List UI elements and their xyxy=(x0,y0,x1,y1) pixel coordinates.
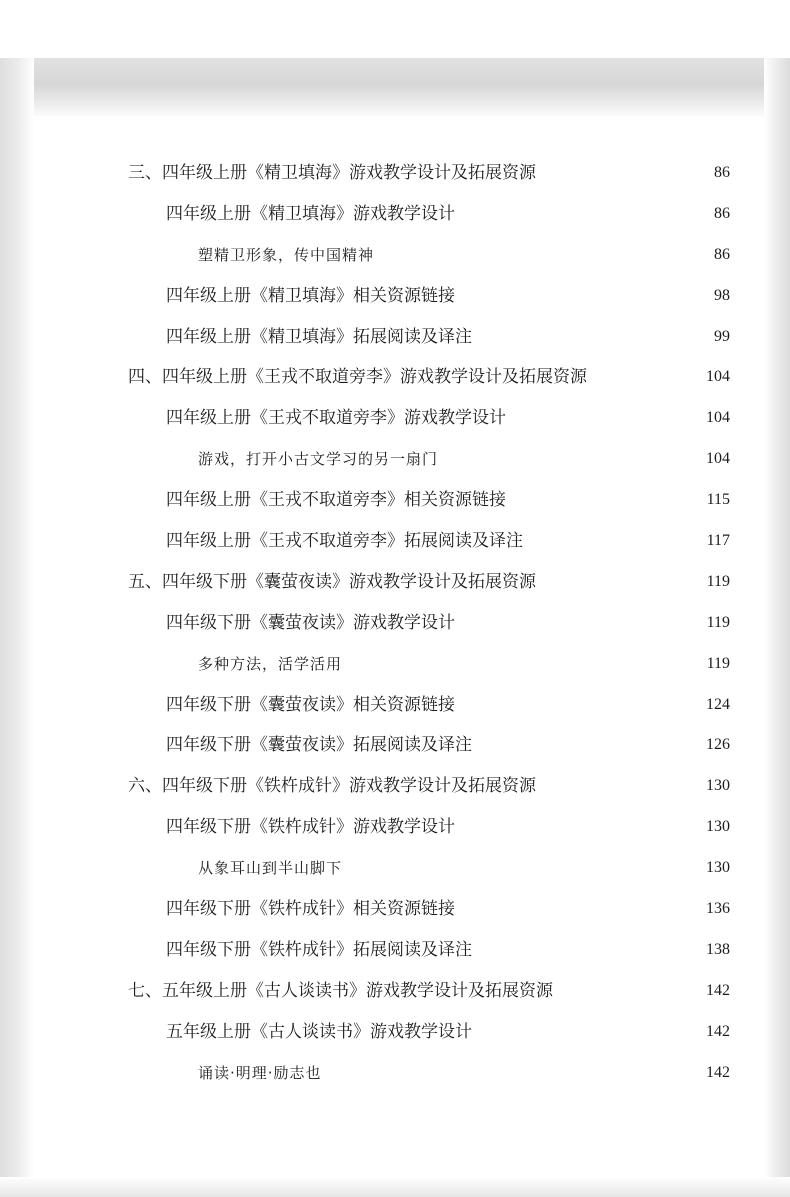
toc-entry[interactable] xyxy=(0,235,790,276)
toc-entry-title: 四年级下册《囊萤夜读》拓展阅读及译注 xyxy=(166,735,472,756)
toc-entry[interactable] xyxy=(0,194,790,235)
toc-entry-page: 115 xyxy=(706,491,730,509)
toc-entry-page: 119 xyxy=(706,613,730,631)
toc-entry-title: 四年级上册《精卫填海》拓展阅读及译注 xyxy=(166,326,472,347)
toc-entry[interactable] xyxy=(0,276,790,317)
toc-entry[interactable] xyxy=(0,1053,790,1094)
toc-entry[interactable] xyxy=(0,766,790,807)
toc-entry-page: 142 xyxy=(706,1022,730,1040)
toc-entry-page: 124 xyxy=(706,695,730,713)
toc-entry-page: 126 xyxy=(706,736,730,754)
toc-entry[interactable] xyxy=(0,317,790,358)
toc-entry-page: 130 xyxy=(706,859,730,877)
toc-entry[interactable] xyxy=(0,439,790,480)
toc-entry[interactable] xyxy=(0,930,790,971)
toc-entry[interactable] xyxy=(0,889,790,930)
toc-entry[interactable] xyxy=(0,521,790,562)
toc-entry-title: 诵读·明理·励志也 xyxy=(198,1063,322,1082)
toc-entry-title: 四年级下册《囊萤夜读》游戏教学设计 xyxy=(166,612,455,633)
toc-entry-title: 从象耳山到半山脚下 xyxy=(198,859,343,878)
toc-entry-title: 多种方法，活学活用 xyxy=(198,654,343,673)
toc-entry-title: 四年级上册《精卫填海》相关资源链接 xyxy=(166,285,455,306)
toc-entry-title: 三、四年级上册《精卫填海》游戏教学设计及拓展资源 xyxy=(128,163,536,183)
toc-entry-page: 119 xyxy=(706,572,730,590)
toc-entry[interactable] xyxy=(0,1012,790,1053)
toc-entry[interactable] xyxy=(0,644,790,685)
toc-entry-title: 五、四年级下册《囊萤夜读》游戏教学设计及拓展资源 xyxy=(128,571,536,592)
toc-entry[interactable] xyxy=(0,603,790,644)
toc-entry[interactable] xyxy=(0,807,790,848)
toc-entry[interactable] xyxy=(0,848,790,889)
toc-entry-title: 四年级下册《铁杵成针》拓展阅读及译注 xyxy=(166,939,472,960)
toc-entry-page: 138 xyxy=(706,940,730,958)
toc-entry-page: 119 xyxy=(706,654,730,672)
toc-entry-page: 130 xyxy=(706,777,730,795)
toc-entry-title: 六、四年级下册《铁杵成针》游戏教学设计及拓展资源 xyxy=(128,776,536,797)
toc-entry-page: 99 xyxy=(714,327,730,345)
toc-entry-page: 142 xyxy=(706,1063,730,1081)
toc-entry-page: 142 xyxy=(706,981,730,999)
toc-entry-page: 130 xyxy=(706,818,730,836)
toc-entry-page: 104 xyxy=(706,409,730,427)
table-of-contents xyxy=(0,153,790,1093)
toc-entry-page: 98 xyxy=(714,286,730,304)
toc-entry-title: 四年级下册《囊萤夜读》相关资源链接 xyxy=(166,694,455,715)
toc-entry-page: 117 xyxy=(706,532,730,550)
toc-entry-title: 四年级上册《王戎不取道旁李》相关资源链接 xyxy=(166,490,506,511)
toc-entry[interactable] xyxy=(0,562,790,603)
toc-entry-title: 四年级上册《王戎不取道旁李》拓展阅读及译注 xyxy=(166,531,523,552)
toc-entry-title: 四年级下册《铁杵成针》游戏教学设计 xyxy=(166,817,455,838)
toc-entry-page: 86 xyxy=(714,204,730,222)
toc-entry[interactable] xyxy=(0,480,790,521)
toc-entry-title: 四、四年级上册《王戎不取道旁李》游戏教学设计及拓展资源 xyxy=(128,367,587,388)
toc-entry-page: 104 xyxy=(706,450,730,468)
toc-entry-page: 136 xyxy=(706,900,730,918)
toc-entry-page: 104 xyxy=(706,368,730,386)
toc-entry[interactable] xyxy=(0,398,790,439)
toc-entry-title: 七、五年级上册《古人谈读书》游戏教学设计及拓展资源 xyxy=(128,980,553,1001)
toc-entry-page: 86 xyxy=(714,164,730,181)
toc-entry-title: 四年级上册《精卫填海》游戏教学设计 xyxy=(166,203,455,224)
toc-entry-title: 五年级上册《古人谈读书》游戏教学设计 xyxy=(166,1021,472,1042)
toc-entry[interactable] xyxy=(0,357,790,398)
toc-entry-title: 四年级下册《铁杵成针》相关资源链接 xyxy=(166,899,455,920)
toc-entry-title: 塑精卫形象，传中国精神 xyxy=(198,245,375,264)
toc-entry-title: 四年级上册《王戎不取道旁李》游戏教学设计 xyxy=(166,408,506,429)
toc-entry[interactable] xyxy=(0,725,790,766)
toc-entry-page: 86 xyxy=(714,245,730,263)
toc-entry[interactable] xyxy=(0,971,790,1012)
toc-entry[interactable] xyxy=(0,685,790,726)
toc-entry[interactable] xyxy=(0,153,790,194)
scan-shadow-bottom xyxy=(0,1177,790,1197)
scan-shadow-top xyxy=(0,58,790,116)
toc-entry-title: 游戏，打开小古文学习的另一扇门 xyxy=(198,450,439,469)
